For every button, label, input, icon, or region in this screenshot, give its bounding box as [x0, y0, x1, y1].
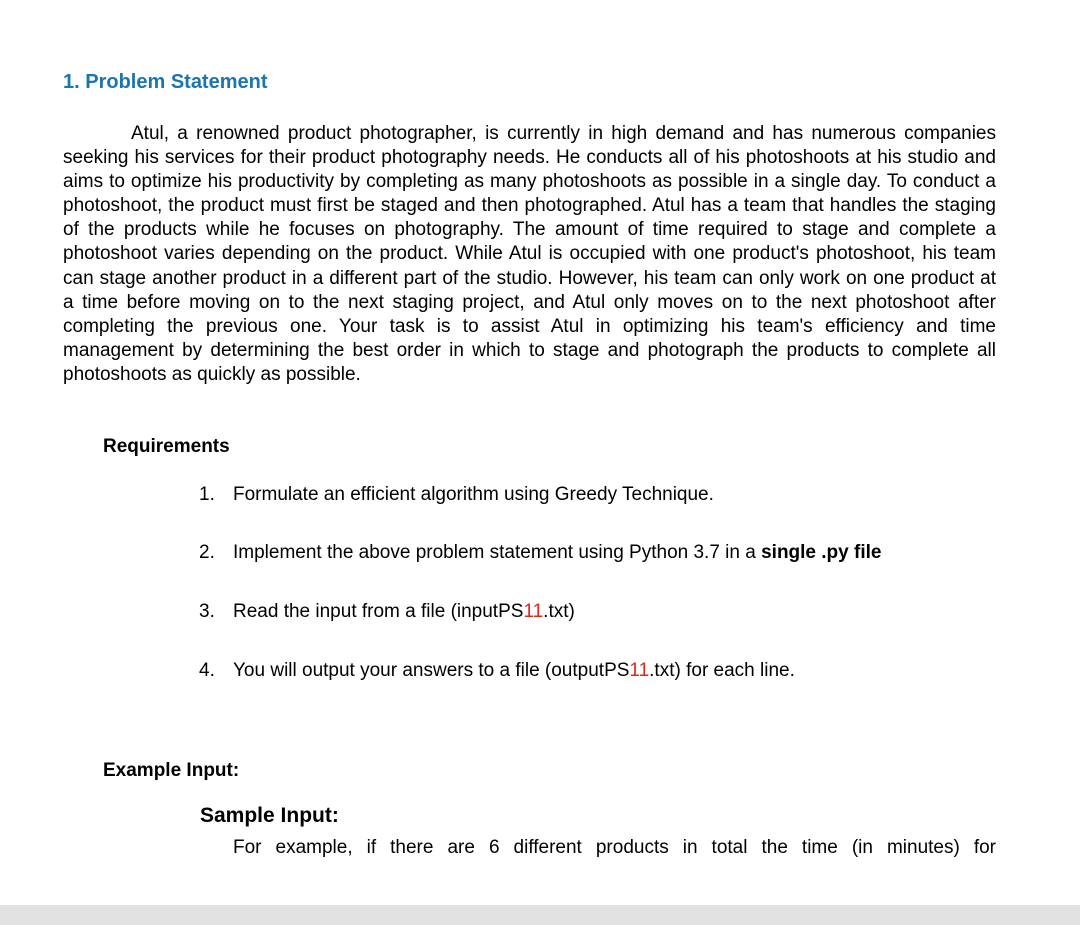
list-item [199, 659, 795, 683]
sample-input-text: For example, if there are 6 different products in total the time (in minutes) for [233, 837, 996, 858]
page-footer-bar [0, 905, 1080, 925]
list-item [199, 541, 881, 565]
list-item-number: 4. [199, 660, 215, 681]
list-item-text: Implement the above problem statement using Python 3.7 in a [233, 542, 762, 563]
list-item [199, 600, 575, 624]
list-item-text: Read the input from a file (inputPS [233, 601, 524, 622]
list-item [199, 483, 714, 507]
list-item-text-end: .txt) [543, 601, 575, 622]
sample-input-heading: Sample Input: [200, 804, 339, 827]
example-input-heading: Example Input: [103, 760, 240, 781]
problem-statement-paragraph: Atul, a renowned product photographer, is currently in high demand and has numerous companies seeking his services for their product photography needs. He conducts all of his photoshoots at his studio and aims to optimize his productivity by completing as many photoshoots as possible in a single day. To conduct a photoshoot, the product must first be staged and then photographed. Atul has a team that handles the staging of the products while he focuses on photography. The amount of time required to stage and complete a photoshoot varies depending on the product. While Atul is occupied with one product's photoshoot, his team can stage another product in a different part of the studio. However, his team can only work on one product at a time before moving on to the next staging project, and Atul only moves on to the next photoshoot after completing the previous one. Your task is to assist Atul in optimizing his team's efficiency and time management by determining the best order in which to stage and photograph the products to complete all photoshoots as quickly as possible. [63, 123, 996, 385]
section-title: 1. Problem Statement [63, 71, 268, 93]
list-item-bold-text: single .py file [761, 542, 882, 563]
list-item-number: 3. [199, 601, 215, 622]
list-item-red-text: 11 [629, 660, 650, 681]
list-item-number: 1. [199, 484, 215, 505]
list-item-number: 2. [199, 542, 215, 563]
list-item-text: You will output your answers to a file (outputPS [233, 660, 630, 681]
requirements-heading: Requirements [103, 436, 230, 457]
list-item-red-text: 11 [523, 601, 544, 622]
list-item-text: Formulate an efficient algorithm using Greedy Technique. [233, 484, 714, 505]
list-item-text-end: .txt) for each line. [649, 660, 795, 681]
